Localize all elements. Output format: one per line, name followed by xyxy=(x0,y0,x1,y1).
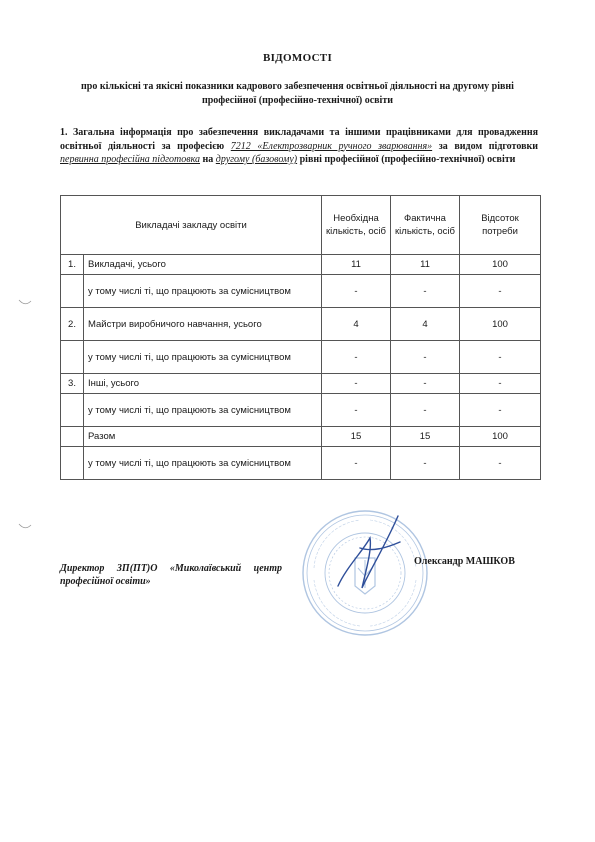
scan-edge-mark xyxy=(18,522,32,532)
section-lead: 1. Загальна інформація про забезпечення викладачами та іншими працівниками для провадження освітньої діяльності за професією xyxy=(60,127,538,152)
profession-value: 7212 «Електрозварник ручного зварювання» xyxy=(230,140,433,152)
row-label: у тому числі ті, що працюють за сумісництвом xyxy=(84,275,322,308)
staffing-table xyxy=(60,195,541,480)
row-actual: - xyxy=(391,275,460,308)
row-actual: - xyxy=(391,341,460,374)
row-label: у тому числі ті, що працюють за сумісництвом xyxy=(84,341,322,374)
scan-edge-mark xyxy=(18,298,32,308)
table-row xyxy=(61,275,541,308)
row-label: Викладачі, усього xyxy=(84,255,322,275)
row-actual: - xyxy=(391,394,460,427)
row-number xyxy=(61,447,84,480)
row-number: 2. xyxy=(61,308,84,341)
table-row xyxy=(61,394,541,427)
training-type-label: за видом підготовки xyxy=(438,140,539,152)
row-number xyxy=(61,275,84,308)
table-row xyxy=(61,308,541,341)
official-seal xyxy=(300,508,430,638)
level-value: другому (базовому) xyxy=(215,154,298,165)
header-percent: Відсоток потреби xyxy=(460,196,541,255)
row-label: Разом xyxy=(84,427,322,447)
row-label: Майстри виробничого навчання, усього xyxy=(84,308,322,341)
row-required: - xyxy=(322,275,391,308)
row-required: 11 xyxy=(322,255,391,275)
row-required: - xyxy=(322,341,391,374)
header-actual: Фактична кількість, осіб xyxy=(391,196,460,255)
table-header-row xyxy=(61,196,541,255)
row-actual: - xyxy=(391,447,460,480)
document-title: ВІДОМОСТІ xyxy=(262,52,333,64)
row-required: 4 xyxy=(322,308,391,341)
row-actual: 11 xyxy=(391,255,460,275)
row-actual: 15 xyxy=(391,427,460,447)
table-row xyxy=(61,341,541,374)
document-subtitle: про кількісні та якісні показники кадрового забезпечення освітньої діяльності на другому рівні професійної (професійно-технічної) освіти xyxy=(81,81,514,106)
row-label: Інші, усього xyxy=(84,374,322,394)
row-percent: - xyxy=(460,275,541,308)
row-percent: - xyxy=(460,341,541,374)
training-type-value: первинна професійна підготовка xyxy=(60,154,201,165)
table-row xyxy=(61,255,541,275)
row-label: у тому числі ті, що працюють за сумісництвом xyxy=(84,447,322,480)
table-row-total xyxy=(61,427,541,447)
handwritten-signature xyxy=(338,516,400,588)
section-general-info xyxy=(60,126,538,167)
header-required: Необхідна кількість, осіб xyxy=(322,196,391,255)
signer-position: Директор ЗП(ПТ)О «Миколаївський центр професійної освіти» xyxy=(60,563,282,587)
header-staff: Викладачі закладу освіти xyxy=(61,196,322,255)
section-tail: рівні професійної (професійно-технічної) освіти xyxy=(299,154,516,165)
row-percent: - xyxy=(460,447,541,480)
row-percent: - xyxy=(460,374,541,394)
table-row xyxy=(61,374,541,394)
row-actual: - xyxy=(391,374,460,394)
row-percent: - xyxy=(460,394,541,427)
row-number: 3. xyxy=(61,374,84,394)
row-label: у тому числі ті, що працюють за сумісництвом xyxy=(84,394,322,427)
row-percent: 100 xyxy=(460,308,541,341)
row-required: - xyxy=(322,447,391,480)
row-number: 1. xyxy=(61,255,84,275)
row-required: - xyxy=(322,394,391,427)
row-number xyxy=(61,427,84,447)
row-number xyxy=(61,341,84,374)
table-row xyxy=(61,447,541,480)
row-percent: 100 xyxy=(460,255,541,275)
row-required: 15 xyxy=(322,427,391,447)
row-required: - xyxy=(322,374,391,394)
row-percent: 100 xyxy=(460,427,541,447)
row-number xyxy=(61,394,84,427)
level-preposition: на xyxy=(202,154,214,165)
signer-name: Олександр МАШКОВ xyxy=(414,556,515,567)
row-actual: 4 xyxy=(391,308,460,341)
